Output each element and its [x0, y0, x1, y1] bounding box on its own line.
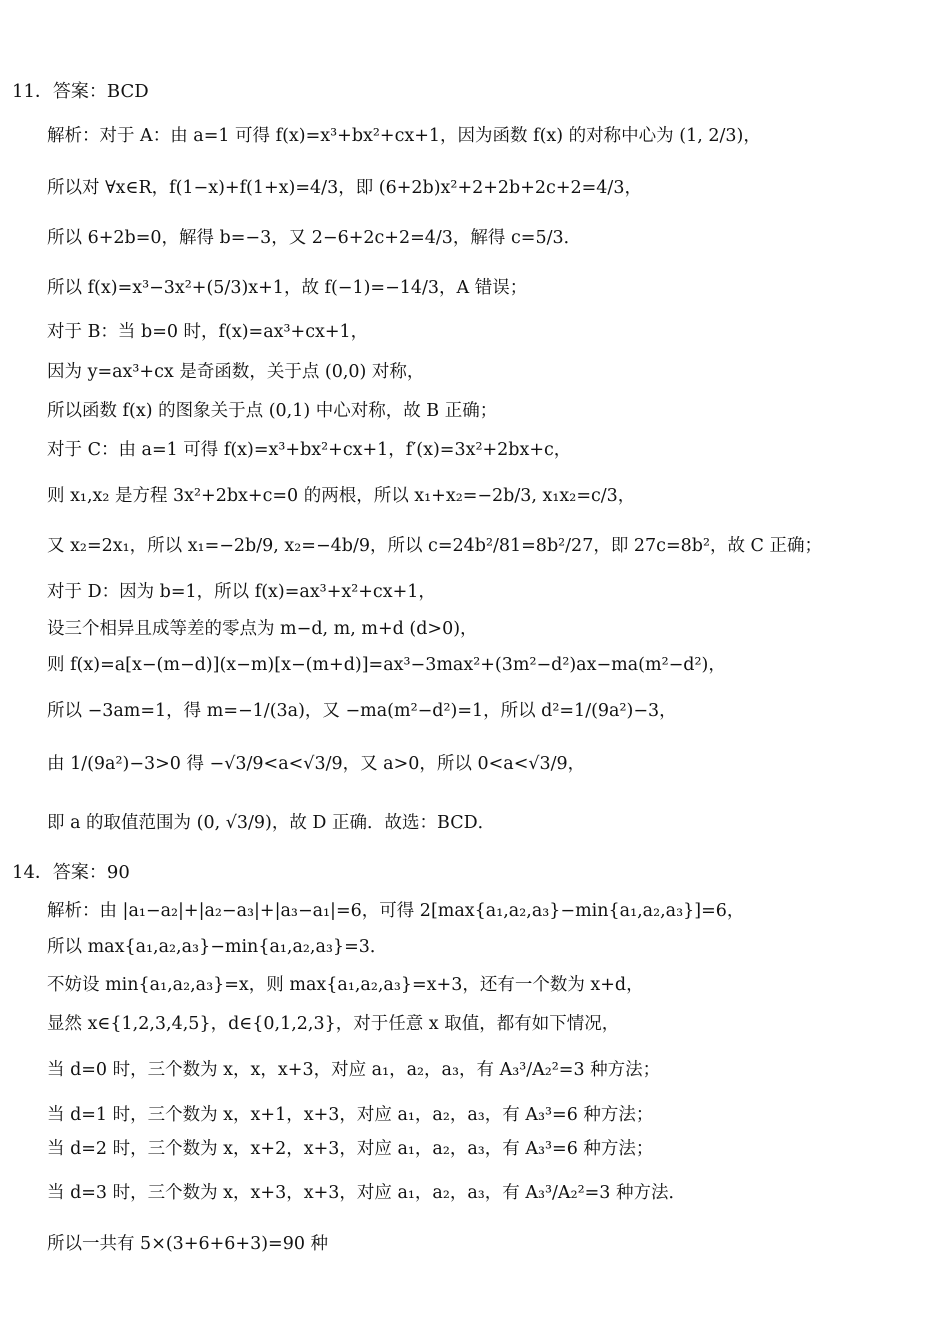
q14-line-5: 当 d=0 时，三个数为 x，x，x+3，对应 a₁，a₂，a₃，有 A₃³/A₂²=3 种方法；: [47, 1060, 661, 1080]
q14-heading: 14．答案：90: [12, 862, 130, 883]
q14-line-7: 当 d=2 时，三个数为 x，x+2，x+3，对应 a₁，a₂，a₃，有 A₃³=6 种方法；: [47, 1139, 654, 1159]
q11-line-13: 则 f(x)=a[x−(m−d)](x−m)[x−(m+d)]=ax³−3max²+(3m²−d²)ax−ma(m²−d²)，: [47, 655, 726, 675]
q14-line-9: 所以一共有 5×(3+6+6+3)=90 种: [47, 1234, 329, 1254]
q11-line-15: 由 1/(9a²)−3>0 得 −√3/9<a<√3/9，又 a>0，所以 0<a<√3/9，: [47, 754, 586, 774]
q11-line-10: 又 x₂=2x₁，所以 x₁=−2b/9, x₂=−4b/9，所以 c=24b²/81=8b²/27，即 27c=8b²，故 C 正确；: [47, 536, 822, 556]
q11-line-16: 即 a 的取值范围为 (0, √3/9)，故 D 正确．故选：BCD．: [47, 813, 496, 833]
q11-line-11: 对于 D：因为 b=1，所以 f(x)=ax³+x²+cx+1，: [47, 582, 436, 602]
q11-line-8: 对于 C：由 a=1 可得 f(x)=x³+bx²+cx+1，f′(x)=3x²+2bx+c，: [47, 440, 572, 460]
q11-line-2: 所以对 ∀x∈R，f(1−x)+f(1+x)=4/3，即 (6+2b)x²+2+2b+2c+2=4/3，: [47, 178, 642, 198]
q11-line-14: 所以 −3am=1，得 m=−1/(3a)，又 −ma(m²−d²)=1，所以 d²=1/(9a²)−3，: [47, 701, 677, 721]
q14-line-6: 当 d=1 时，三个数为 x，x+1，x+3，对应 a₁，a₂，a₃，有 A₃³=6 种方法；: [47, 1105, 654, 1125]
q14-line-4: 显然 x∈{1,2,3,4,5}，d∈{0,1,2,3}，对于任意 x 取值，都有如下情况，: [47, 1014, 620, 1034]
q14-line-1: 解析：由 |a₁−a₂|+|a₂−a₃|+|a₃−a₁|=6，可得 2[max{a₁,a₂,a₃}−min{a₁,a₂,a₃}]=6，: [47, 901, 745, 921]
q11-line-6: 因为 y=ax³+cx 是奇函数，关于点 (0,0) 对称，: [47, 362, 425, 382]
q11-line-4: 所以 f(x)=x³−3x²+(5/3)x+1，故 f(−1)=−14/3，A 错误；: [47, 278, 528, 298]
q11-heading: 11．答案：BCD: [12, 81, 149, 102]
q11-line-5: 对于 B：当 b=0 时，f(x)=ax³+cx+1，: [47, 322, 369, 342]
q11-line-7: 所以函数 f(x) 的图象关于点 (0,1) 中心对称，故 B 正确；: [47, 401, 498, 421]
q11-line-12: 设三个相异且成等差的零点为 m−d, m, m+d (d>0)，: [47, 619, 478, 639]
q14-line-2: 所以 max{a₁,a₂,a₃}−min{a₁,a₂,a₃}=3．: [47, 937, 388, 957]
q14-line-8: 当 d=3 时，三个数为 x，x+3，x+3，对应 a₁，a₂，a₃，有 A₃³/A₂²=3 种方法．: [47, 1183, 686, 1203]
q14-line-3: 不妨设 min{a₁,a₂,a₃}=x，则 max{a₁,a₂,a₃}=x+3，还有一个数为 x+d，: [47, 975, 644, 995]
q11-line-1: 解析：对于 A：由 a=1 可得 f(x)=x³+bx²+cx+1，因为函数 f(x) 的对称中心为 (1, 2/3)，: [47, 126, 761, 146]
q11-line-9: 则 x₁,x₂ 是方程 3x²+2bx+c=0 的两根，所以 x₁+x₂=−2b/3, x₁x₂=c/3，: [47, 486, 636, 506]
q11-line-3: 所以 6+2b=0，解得 b=−3，又 2−6+2c+2=4/3，解得 c=5/3．: [47, 228, 582, 248]
